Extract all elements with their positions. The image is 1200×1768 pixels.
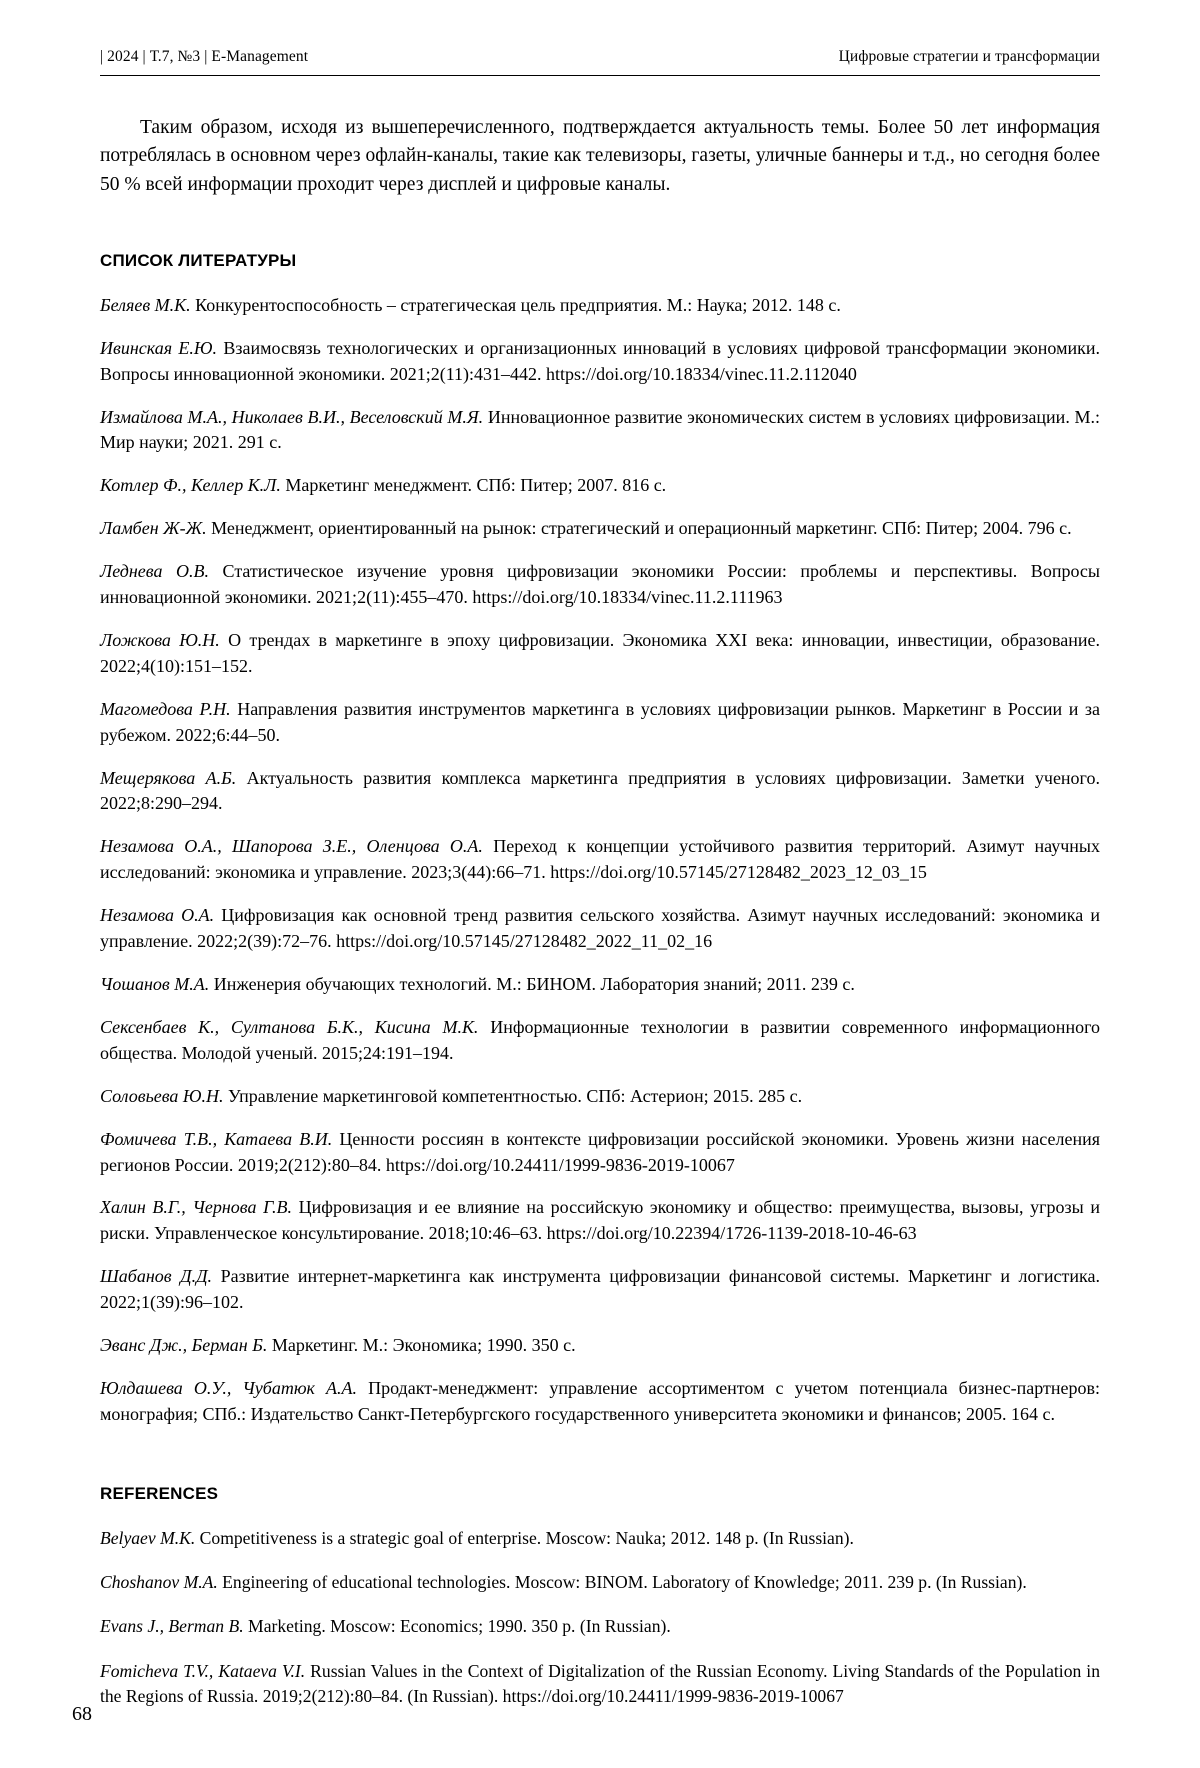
reference-authors: Фомичева Т.В., Катаева В.И. xyxy=(100,1128,333,1149)
running-head-left: | 2024 | Т.7, №3 | E-Management xyxy=(100,48,309,65)
reference-text: Маркетинг. М.: Экономика; 1990. 350 с. xyxy=(267,1335,576,1356)
reference-text: Актуальность развития комплекса маркетинга предприятия в условиях цифровизации. Заметки ученого. 2022;8:290–294. xyxy=(100,767,1100,814)
reference-authors: Belyaev M.K. xyxy=(100,1527,196,1548)
reference-authors: Шабанов Д.Д. xyxy=(100,1266,213,1287)
reference-entry xyxy=(100,1195,1100,1247)
references-ru-heading: СПИСОК ЛИТЕРАТУРЫ xyxy=(100,250,297,270)
body-paragraph: Таким образом, исходя из вышеперечисленного, подтверждается актуальность темы. Более 50 лет информация потреблялась в основном через офлайн-каналы, такие как телевизоры, газеты, уличные баннеры и т.д., но сегодня более 50 % всей информации проходит через дисплей и цифровые каналы. xyxy=(100,117,1100,195)
reference-text: Управление маркетинговой компетентностью. СПб: Астерион; 2015. 285 с. xyxy=(223,1085,803,1106)
reference-text: О трендах в маркетинге в эпоху цифровизации. Экономика XXI века: инновации, инвестиции, образование. 2022;4(10):151–152. xyxy=(100,629,1100,676)
reference-authors: Незамова О.А. xyxy=(100,905,215,926)
reference-entry xyxy=(100,1376,1100,1428)
reference-text: Взаимосвязь технологических и организационных инноваций в условиях цифровой трансформации экономики. Вопросы инновационной экономики. 2021;2(11):431–442. https://doi.org/10.18334/vinec.11.2.112040 xyxy=(100,337,1100,384)
reference-text: Информационные технологии в развитии современного информационного общества. Молодой ученый. 2015;24:191–194. xyxy=(100,1016,1101,1063)
reference-text: Инженерия обучающих технологий. М.: БИНОМ. Лаборатория знаний; 2011. 239 с. xyxy=(209,974,855,995)
reference-text: Статистическое изучение уровня цифровизации экономики России: проблемы и перспективы. Вопросы инновационной экономики. 2021;2(11):455–470. https://doi.org/10.18334/vinec.11.2.111963 xyxy=(100,561,1100,608)
reference-authors: Сексенбаев К., Султанова Б.К., Кисина М.К. xyxy=(100,1016,479,1037)
reference-entry xyxy=(100,766,1100,818)
reference-text: Ценности россиян в контексте цифровизации российской экономики. Уровень жизни населения регионов России. 2019;2(212):80–84. https://doi.org/10.24411/1999-9836-2019-10067 xyxy=(100,1128,1101,1175)
reference-text: Конкурентоспособность – стратегическая цель предприятия. М.: Наука; 2012. 148 с. xyxy=(190,294,841,315)
reference-text: Инновационное развитие экономических систем в условиях цифровизации. М.: Мир науки; 2021. 291 с. xyxy=(100,406,1100,453)
reference-authors: Халин В.Г., Чернова Г.В. xyxy=(100,1197,293,1218)
reference-text: Engineering of educational technologies. Moscow: BINOM. Laboratory of Knowledge; 2011. 239 p. (In Russian). xyxy=(217,1572,1027,1593)
reference-authors: Мещерякова А.Б. xyxy=(100,767,237,788)
reference-authors: Незамова О.А., Шапорова З.Е., Оленцова О.А. xyxy=(100,836,483,857)
reference-entry xyxy=(100,1084,1100,1110)
reference-authors: Эванс Дж., Берман Б. xyxy=(100,1335,268,1356)
reference-authors: Ламбен Ж-Ж. xyxy=(100,518,207,539)
reference-entry xyxy=(100,1127,1100,1179)
reference-entry xyxy=(100,1015,1100,1067)
reference-entry xyxy=(100,1264,1100,1316)
reference-text: Marketing. Moscow: Economics; 1990. 350 p. (In Russian). xyxy=(243,1616,671,1637)
reference-text: Маркетинг менеджмент. СПб: Питер; 2007. 816 с. xyxy=(280,475,667,496)
reference-text: Развитие интернет-маркетинга как инструмента цифровизации финансовой системы. Маркетинг и логистика. 2022;1(39):96–102. xyxy=(100,1266,1100,1313)
running-head xyxy=(100,48,1100,76)
reference-entry xyxy=(100,903,1100,955)
reference-entry xyxy=(100,1659,1100,1710)
reference-authors: Ложкова Ю.Н. xyxy=(100,629,220,650)
reference-entry xyxy=(100,972,1100,998)
reference-text: Цифровизация и ее влияние на российскую экономику и общество: преимущества, вызовы, угрозы и риски. Управленческое консультирование. 2018;10:46–63. https://doi.org/10.22394/1726-1139-2018-10-46-63 xyxy=(100,1197,1100,1244)
reference-entry xyxy=(100,834,1100,886)
reference-text: Цифровизация как основной тренд развития сельского хозяйства. Азимут научных исследований: экономика и управление. 2022;2(39):72–76. https://doi.org/10.57145/27128482_2022_11_02_16 xyxy=(100,905,1100,952)
references-ru-list xyxy=(100,293,1100,1428)
reference-entry xyxy=(100,559,1100,611)
reference-entry xyxy=(100,628,1100,680)
reference-authors: Беляев М.К. xyxy=(100,294,191,315)
reference-authors: Измайлова М.А., Николаев В.И., Веселовский М.Я. xyxy=(100,406,484,427)
reference-authors: Fomicheva T.V., Kataeva V.I. xyxy=(100,1660,306,1681)
reference-text: Менеджмент, ориентированный на рынок: стратегический и операционный маркетинг. СПб: Питер; 2004. 796 с. xyxy=(206,518,1072,539)
page-number: 68 xyxy=(72,1703,92,1726)
references-en-list xyxy=(100,1526,1100,1710)
reference-entry xyxy=(100,405,1100,457)
reference-entry xyxy=(100,473,1100,499)
references-en-heading: REFERENCES xyxy=(100,1483,219,1503)
reference-entry xyxy=(100,1333,1100,1359)
reference-entry xyxy=(100,336,1100,388)
reference-entry xyxy=(100,1614,1100,1639)
reference-authors: Ивинская Е.Ю. xyxy=(100,337,218,358)
reference-entry xyxy=(100,1570,1100,1595)
reference-authors: Choshanov M.A. xyxy=(100,1572,218,1593)
reference-text: Competitiveness is a strategic goal of enterprise. Moscow: Nauka; 2012. 148 p. (In Russian). xyxy=(195,1527,854,1548)
reference-text: Переход к концепции устойчивого развития территорий. Азимут научных исследований: экономика и управление. 2023;3(44):66–71. https://doi.org/10.57145/27128482_2023_12_03_15 xyxy=(100,836,1101,883)
reference-text: Направления развития инструментов маркетинга в условиях цифровизации рынков. Маркетинг в России и за рубежом. 2022;6:44–50. xyxy=(100,698,1101,745)
reference-authors: Соловьева Ю.Н. xyxy=(100,1085,224,1106)
reference-entry xyxy=(100,697,1100,749)
running-head-right: Цифровые стратегии и трансформации xyxy=(838,48,1100,65)
reference-text: Russian Values in the Context of Digitalization of the Russian Economy. Living Standards of the Population in the Regions of Russia. 2019;2(212):80–84. (In Russian). https://doi.org/10.24411/1999-9836-2019-10067 xyxy=(100,1660,1100,1707)
reference-entry xyxy=(100,516,1100,542)
reference-authors: Магомедова Р.Н. xyxy=(100,698,231,719)
reference-entry xyxy=(100,293,1100,319)
reference-authors: Котлер Ф., Келлер К.Л. xyxy=(100,475,281,496)
reference-authors: Леднева О.В. xyxy=(100,561,209,582)
reference-entry xyxy=(100,1526,1100,1551)
reference-text: Продакт-менеджмент: управление ассортиментом с учетом потенциала бизнес-партнеров: монография; СПб.: Издательство Санкт-Петербургского государственного университета экономики и финансов; 2005. 164 с. xyxy=(100,1377,1101,1424)
reference-authors: Чошанов М.А. xyxy=(100,974,210,995)
reference-authors: Юлдашева О.У., Чубатюк А.А. xyxy=(100,1377,358,1398)
reference-authors: Evans J., Berman B. xyxy=(100,1616,244,1637)
